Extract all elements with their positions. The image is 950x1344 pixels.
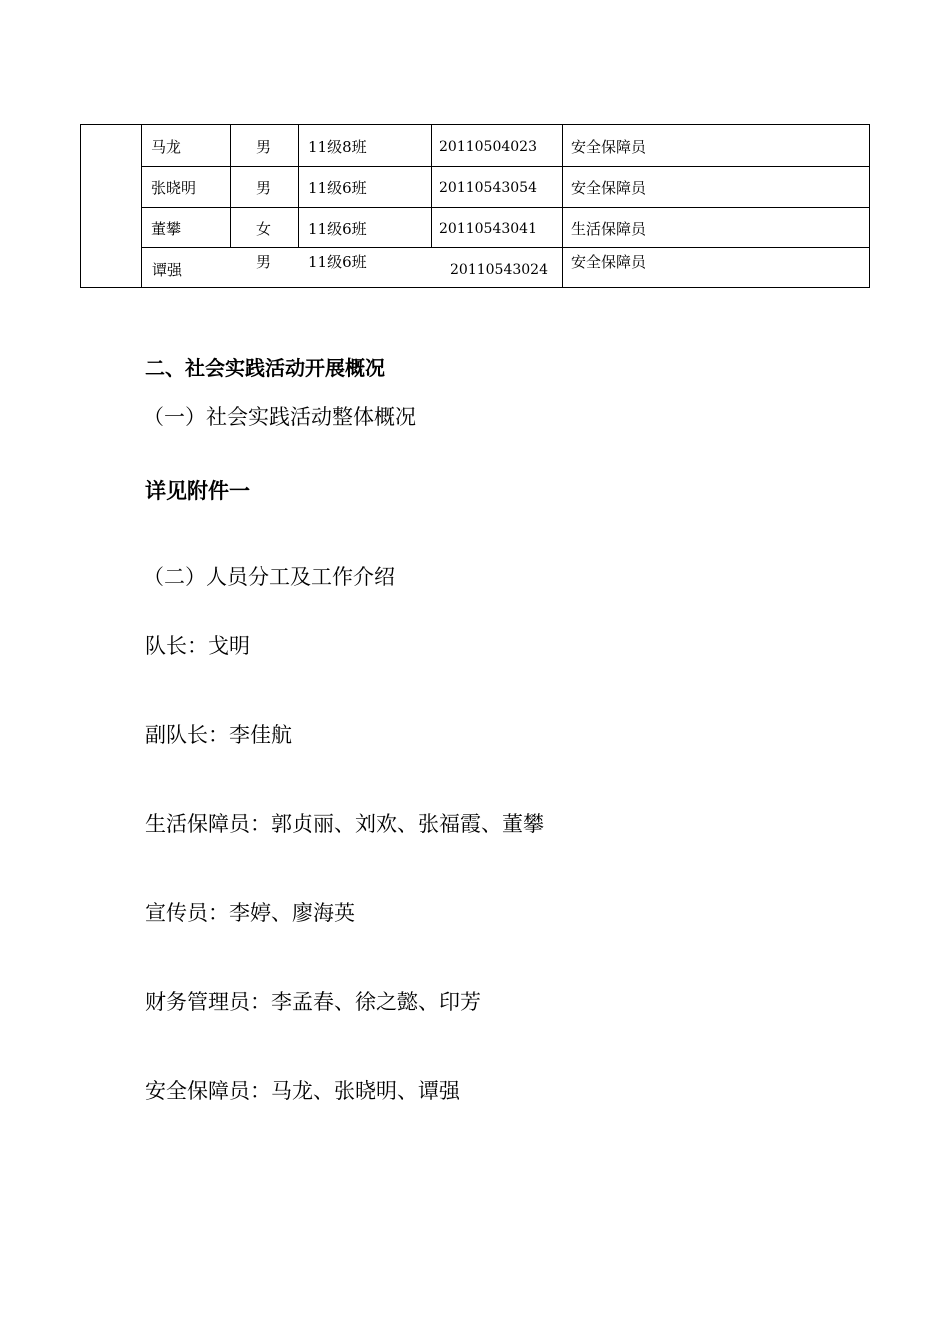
cell-student-id: 20110504023 [439,139,537,155]
cell-name: 张晓明 [151,179,197,197]
subsection-heading-division: （二）人员分工及工作介绍 [143,565,395,589]
staff-line-captain: 队长：戈明 [145,634,250,658]
subsection-heading-overview: （一）社会实践活动整体概况 [143,405,416,429]
staff-line-safety: 安全保障员：马龙、张晓明、谭强 [145,1079,460,1103]
staff-line-finance: 财务管理员：李孟春、徐之懿、印芳 [145,990,481,1014]
section-heading: 二、社会实践活动开展概况 [145,356,385,380]
cell-class: 11级8班 [308,138,367,156]
table-divider [562,125,563,287]
staff-line-vice-captain: 副队长：李佳航 [145,723,292,747]
cell-student-id: 20110543041 [439,221,537,237]
member-table [80,124,870,288]
cell-gender: 男 [256,179,272,197]
staff-line-publicity: 宣传员：李婷、廖海英 [145,901,355,925]
cell-class: 11级6班 [308,179,367,197]
staff-line-logistics: 生活保障员：郭贞丽、刘欢、张福霞、董攀 [145,812,544,836]
cell-gender: 男 [256,138,272,156]
table-divider [431,125,432,248]
table-divider [298,125,299,248]
cell-student-id: 20110543054 [439,180,537,196]
cell-role: 安全保障员 [571,138,647,156]
table-divider [141,166,869,167]
cell-role: 安全保障员 [571,179,647,197]
table-divider [230,125,231,248]
table-divider [141,125,142,287]
cell-gender: 男 [256,253,272,271]
cell-gender: 女 [256,220,272,238]
cell-name: 马龙 [151,138,182,156]
cell-name: 董攀 [151,220,182,238]
table-divider [141,247,869,248]
cell-student-id: 20110543024 [450,262,548,278]
cell-name: 谭强 [152,261,183,279]
cell-class: 11级6班 [308,220,367,238]
cell-class: 11级6班 [308,253,367,271]
cell-role: 生活保障员 [571,220,647,238]
cell-role: 安全保障员 [571,253,647,271]
table-divider [141,207,869,208]
see-attachment-text: 详见附件一 [145,479,250,503]
